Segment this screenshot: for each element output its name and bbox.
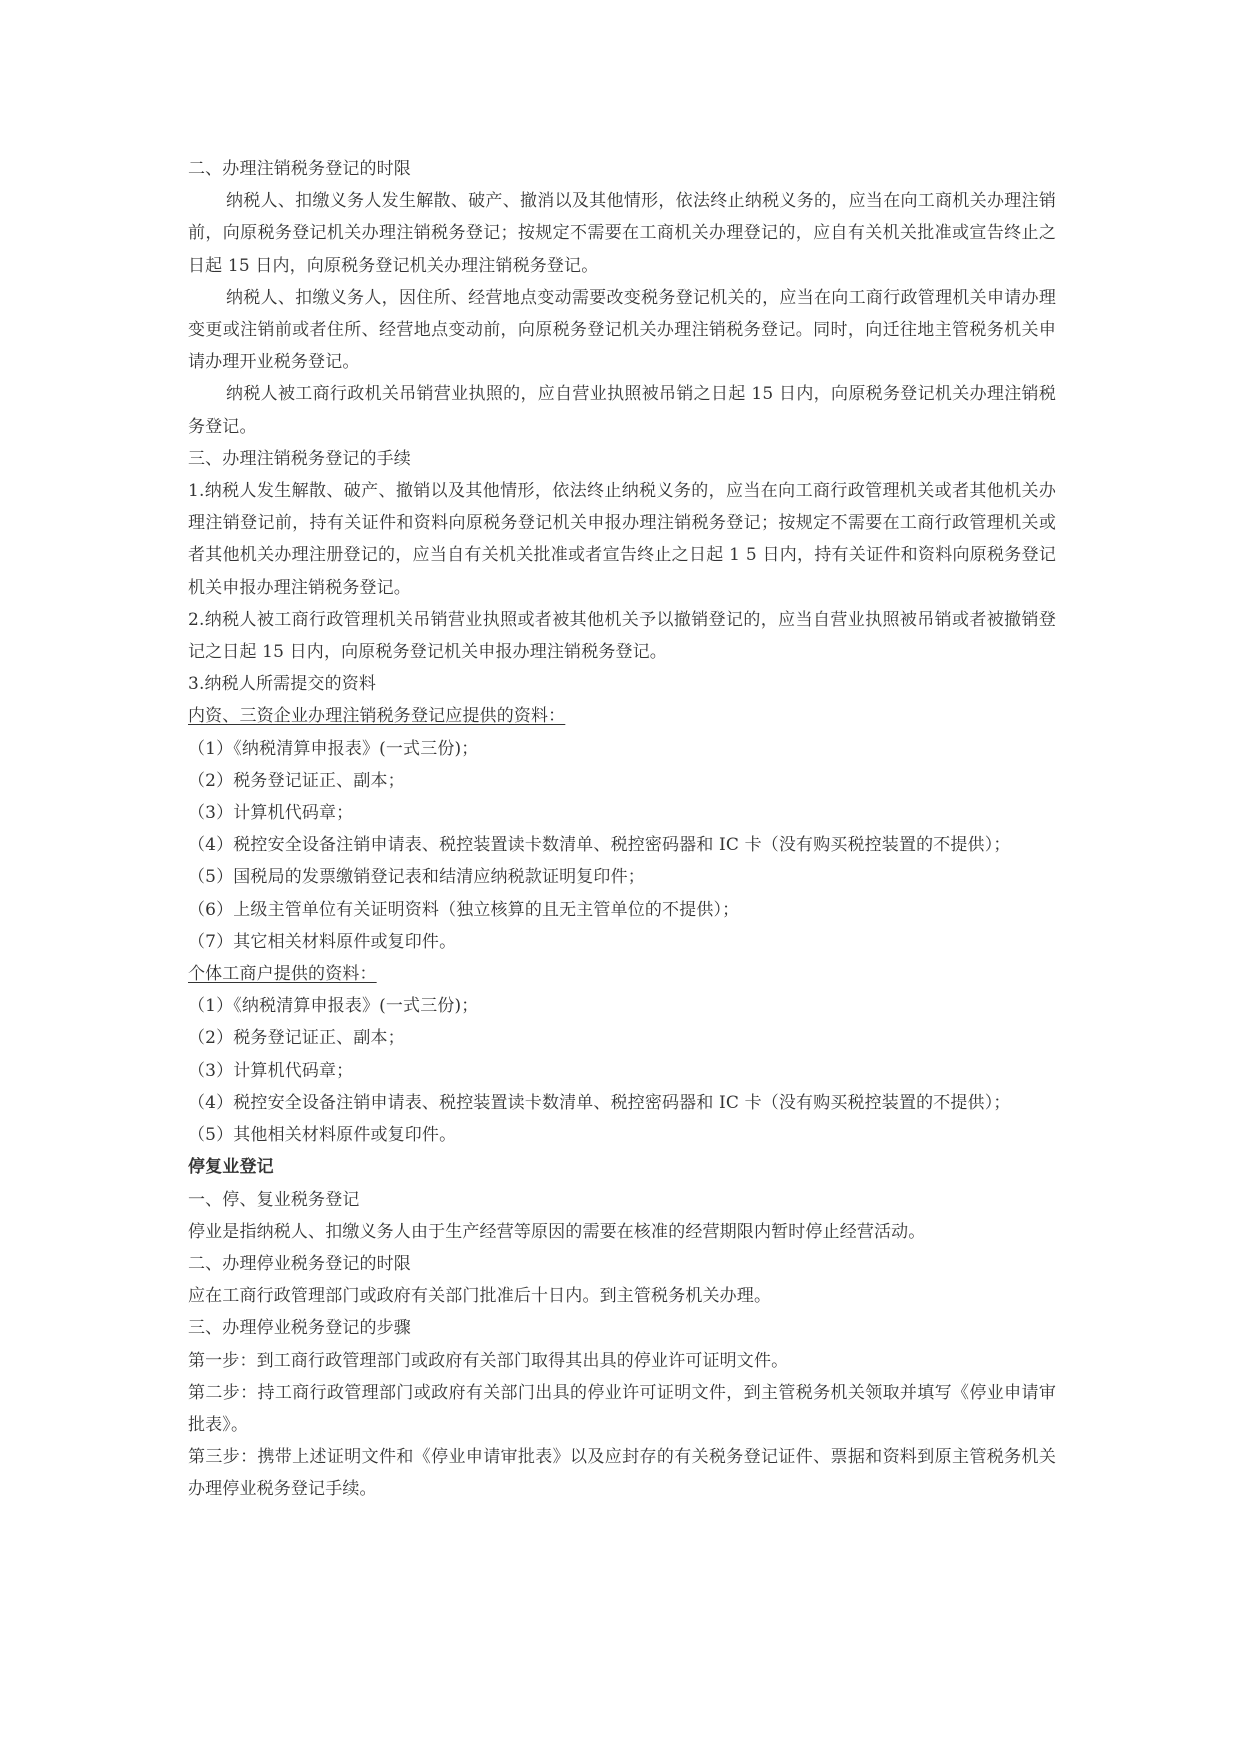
individual-material-item: （3）计算机代码章； [188, 1060, 354, 1081]
suspension-section-heading-3: 三、办理停业税务登记的步骤 [188, 1318, 411, 1339]
suspension-section-heading-2: 二、办理停业税务登记的时限 [188, 1253, 411, 1274]
individual-material-item: （5）其他相关材料原件或复印件。 [188, 1125, 457, 1146]
enterprise-material-item: （3）计算机代码章； [188, 803, 354, 824]
individual-materials-heading: 个体工商户提供的资料： [188, 964, 377, 985]
individual-material-item: （4）税控安全设备注销申请表、税控装置读卡数清单、税控密码器和 IC 卡（没有购买税控装置的不提供）； [188, 1092, 1011, 1113]
suspension-definition: 停业是指纳税人、扣缴义务人由于生产经营等原因的需要在核准的经营期限内暂时停止经营活动。 [188, 1221, 926, 1242]
individual-material-item: （2）税务登记证正、副本； [188, 1028, 405, 1049]
suspension-section-heading-1: 一、停、复业税务登记 [188, 1189, 360, 1210]
procedure-item-2: 2.纳税人被工商行政管理机关吊销营业执照或者被其他机关予以撤销登记的，应当自营业执照被吊销或者被撤销登记之日起 15 日内，向原税务登记机关申报办理注销税务登记。 [188, 609, 1056, 663]
paragraph-deregistration-general: 纳税人、扣缴义务人发生解散、破产、撤消以及其他情形，依法终止纳税义务的，应当在向工商机关办理注销前，向原税务登记机关办理注销税务登记；按规定不需要在工商机关办理登记的，应自有关机关批准或宣告终止之日起 15 日内，向原税务登记机关办理注销税务登记。 [188, 191, 1056, 276]
paragraph-deregistration-license-revoked: 纳税人被工商行政机关吊销营业执照的，应自营业执照被吊销之日起 15 日内，向原税务登记机关办理注销税务登记。 [188, 384, 1056, 437]
suspension-deadline: 应在工商行政管理部门或政府有关部门批准后十日内。到主管税务机关办理。 [188, 1286, 772, 1307]
paragraph-deregistration-relocation: 纳税人、扣缴义务人，因住所、经营地点变动需要改变税务登记机关的，应当在向工商行政管理机关申请办理变更或注销前或者住所、经营地点变动前，向原税务登记机关办理注销税务登记。同时，向迁往地主管税务机关申请办理开业税务登记。 [188, 287, 1056, 373]
enterprise-materials-heading: 内资、三资企业办理注销税务登记应提供的资料： [188, 706, 566, 727]
suspension-step-3: 第三步：携带上述证明文件和《停业申请审批表》以及应封存的有关税务登记证件、票据和资料到原主管税务机关办理停业税务登记手续。 [188, 1447, 1056, 1500]
enterprise-material-item: （2）税务登记证正、副本； [188, 770, 405, 791]
enterprise-material-item: （6）上级主管单位有关证明资料（独立核算的且无主管单位的不提供）； [188, 899, 740, 920]
section-heading-deregistration-deadline: 二、办理注销税务登记的时限 [188, 159, 411, 179]
suspension-step-1: 第一步：到工商行政管理部门或政府有关部门取得其出具的停业许可证明文件。 [188, 1350, 789, 1371]
enterprise-material-item: （7）其它相关材料原件或复印件。 [188, 931, 457, 952]
suspension-registration-title: 停复业登记 [188, 1157, 274, 1178]
individual-material-item: （1）《纳税清算申报表》(一式三份)； [188, 996, 479, 1017]
suspension-step-2: 第二步：持工商行政管理部门或政府有关部门出具的停业许可证明文件，到主管税务机关领取并填写《停业申请审批表》。 [188, 1382, 1056, 1435]
document-body [188, 153, 1056, 1506]
procedure-item-1: 1.纳税人发生解散、破产、撤销以及其他情形，依法终止纳税义务的，应当在向工商行政管理机关或者其他机关办理注销登记前，持有关证件和资料向原税务登记机关申报办理注销税务登记；按规定不需要在工商行政管理机关或者其他机关办理注册登记的，应当自有关机关批准或者宣告终止之日起 1 5 日内，持有关证件和资料向原税务登记机关申报办理注销税务登记。 [188, 481, 1056, 598]
section-heading-deregistration-procedure: 三、办理注销税务登记的手续 [188, 448, 411, 469]
enterprise-material-item: （4）税控安全设备注销申请表、税控装置读卡数清单、税控密码器和 IC 卡（没有购买税控装置的不提供）； [188, 835, 1011, 856]
enterprise-material-item: （5）国税局的发票缴销登记表和结清应纳税款证明复印件； [188, 867, 645, 888]
enterprise-material-item: （1）《纳税清算申报表》(一式三份)； [188, 738, 479, 759]
procedure-item-3: 3.纳税人所需提交的资料 [188, 674, 377, 695]
